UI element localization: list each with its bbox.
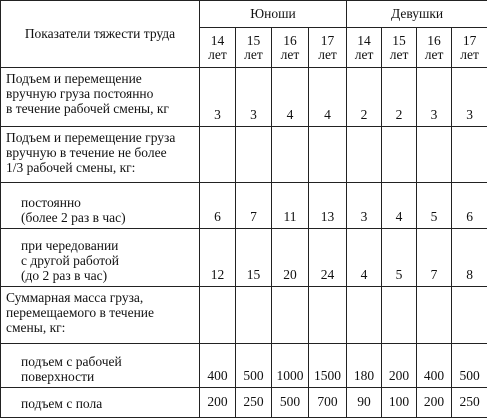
- value-cell: 7: [236, 183, 272, 228]
- value-cell: 500: [236, 343, 272, 387]
- value-cell: 400: [417, 343, 452, 387]
- value-cell: [417, 286, 452, 343]
- age-header: 15 лет: [382, 28, 417, 68]
- value-cell: [236, 286, 272, 343]
- value-cell: 250: [236, 387, 272, 417]
- header-row-groups: [1, 1, 487, 28]
- value-cell: [347, 286, 382, 343]
- value-cell: 3: [452, 68, 487, 127]
- value-cell: [309, 286, 347, 343]
- table-row: [1, 387, 487, 417]
- age-header: 17 лет: [452, 28, 487, 68]
- row-label: Подъем и перемещение вручную груза постоянно в течение рабочей смены, кг: [1, 68, 200, 127]
- value-cell: [347, 127, 382, 183]
- value-cell: 7: [417, 228, 452, 286]
- value-cell: 4: [347, 228, 382, 286]
- value-cell: 5: [382, 228, 417, 286]
- table-row: [1, 183, 487, 228]
- row-label: подъем с рабочей поверхности: [1, 343, 200, 387]
- row-label: при чередовании с другой работой (до 2 раз в час): [1, 228, 200, 286]
- value-cell: [382, 127, 417, 183]
- row-label: подъем с пола: [1, 387, 200, 417]
- value-cell: 100: [382, 387, 417, 417]
- value-cell: 250: [452, 387, 487, 417]
- value-cell: 15: [236, 228, 272, 286]
- value-cell: 20: [272, 228, 309, 286]
- value-cell: 3: [200, 68, 236, 127]
- value-cell: 1500: [309, 343, 347, 387]
- value-cell: [452, 286, 487, 343]
- value-cell: 5: [417, 183, 452, 228]
- value-cell: [417, 127, 452, 183]
- row-label: постоянно (более 2 раз в час): [1, 183, 200, 228]
- value-cell: 4: [309, 68, 347, 127]
- value-cell: 2: [347, 68, 382, 127]
- value-cell: [272, 286, 309, 343]
- value-cell: [382, 286, 417, 343]
- age-header: 16 лет: [417, 28, 452, 68]
- value-cell: 500: [272, 387, 309, 417]
- value-cell: 200: [382, 343, 417, 387]
- value-cell: 500: [452, 343, 487, 387]
- value-cell: [200, 286, 236, 343]
- value-cell: 2: [382, 68, 417, 127]
- value-cell: 180: [347, 343, 382, 387]
- value-cell: 6: [452, 183, 487, 228]
- value-cell: 6: [200, 183, 236, 228]
- age-header: 14 лет: [347, 28, 382, 68]
- table-row: [1, 127, 487, 183]
- age-header: 17 лет: [309, 28, 347, 68]
- age-header: 16 лет: [272, 28, 309, 68]
- value-cell: 4: [272, 68, 309, 127]
- indicator-header: Показатели тяжести труда: [1, 1, 200, 68]
- value-cell: 4: [382, 183, 417, 228]
- value-cell: [236, 127, 272, 183]
- value-cell: 200: [417, 387, 452, 417]
- value-cell: 90: [347, 387, 382, 417]
- table-row: [1, 343, 487, 387]
- table-row: [1, 68, 487, 127]
- value-cell: 3: [417, 68, 452, 127]
- value-cell: 1000: [272, 343, 309, 387]
- value-cell: 3: [236, 68, 272, 127]
- value-cell: [452, 127, 487, 183]
- table-row: [1, 286, 487, 343]
- row-label: Подъем и перемещение груза вручную в течение не более 1/3 рабочей смены, кг:: [1, 127, 200, 183]
- group-header-boys: Юноши: [200, 1, 347, 28]
- value-cell: [272, 127, 309, 183]
- group-header-girls: Девушки: [347, 1, 487, 28]
- value-cell: 13: [309, 183, 347, 228]
- age-header: 15 лет: [236, 28, 272, 68]
- row-label: Суммарная масса груза, перемещаемого в течение смены, кг:: [1, 286, 200, 343]
- value-cell: [309, 127, 347, 183]
- table-row: [1, 228, 487, 286]
- value-cell: 400: [200, 343, 236, 387]
- value-cell: 24: [309, 228, 347, 286]
- value-cell: 11: [272, 183, 309, 228]
- value-cell: [200, 127, 236, 183]
- value-cell: 8: [452, 228, 487, 286]
- value-cell: 12: [200, 228, 236, 286]
- value-cell: 700: [309, 387, 347, 417]
- age-header: 14 лет: [200, 28, 236, 68]
- value-cell: 3: [347, 183, 382, 228]
- value-cell: 200: [200, 387, 236, 417]
